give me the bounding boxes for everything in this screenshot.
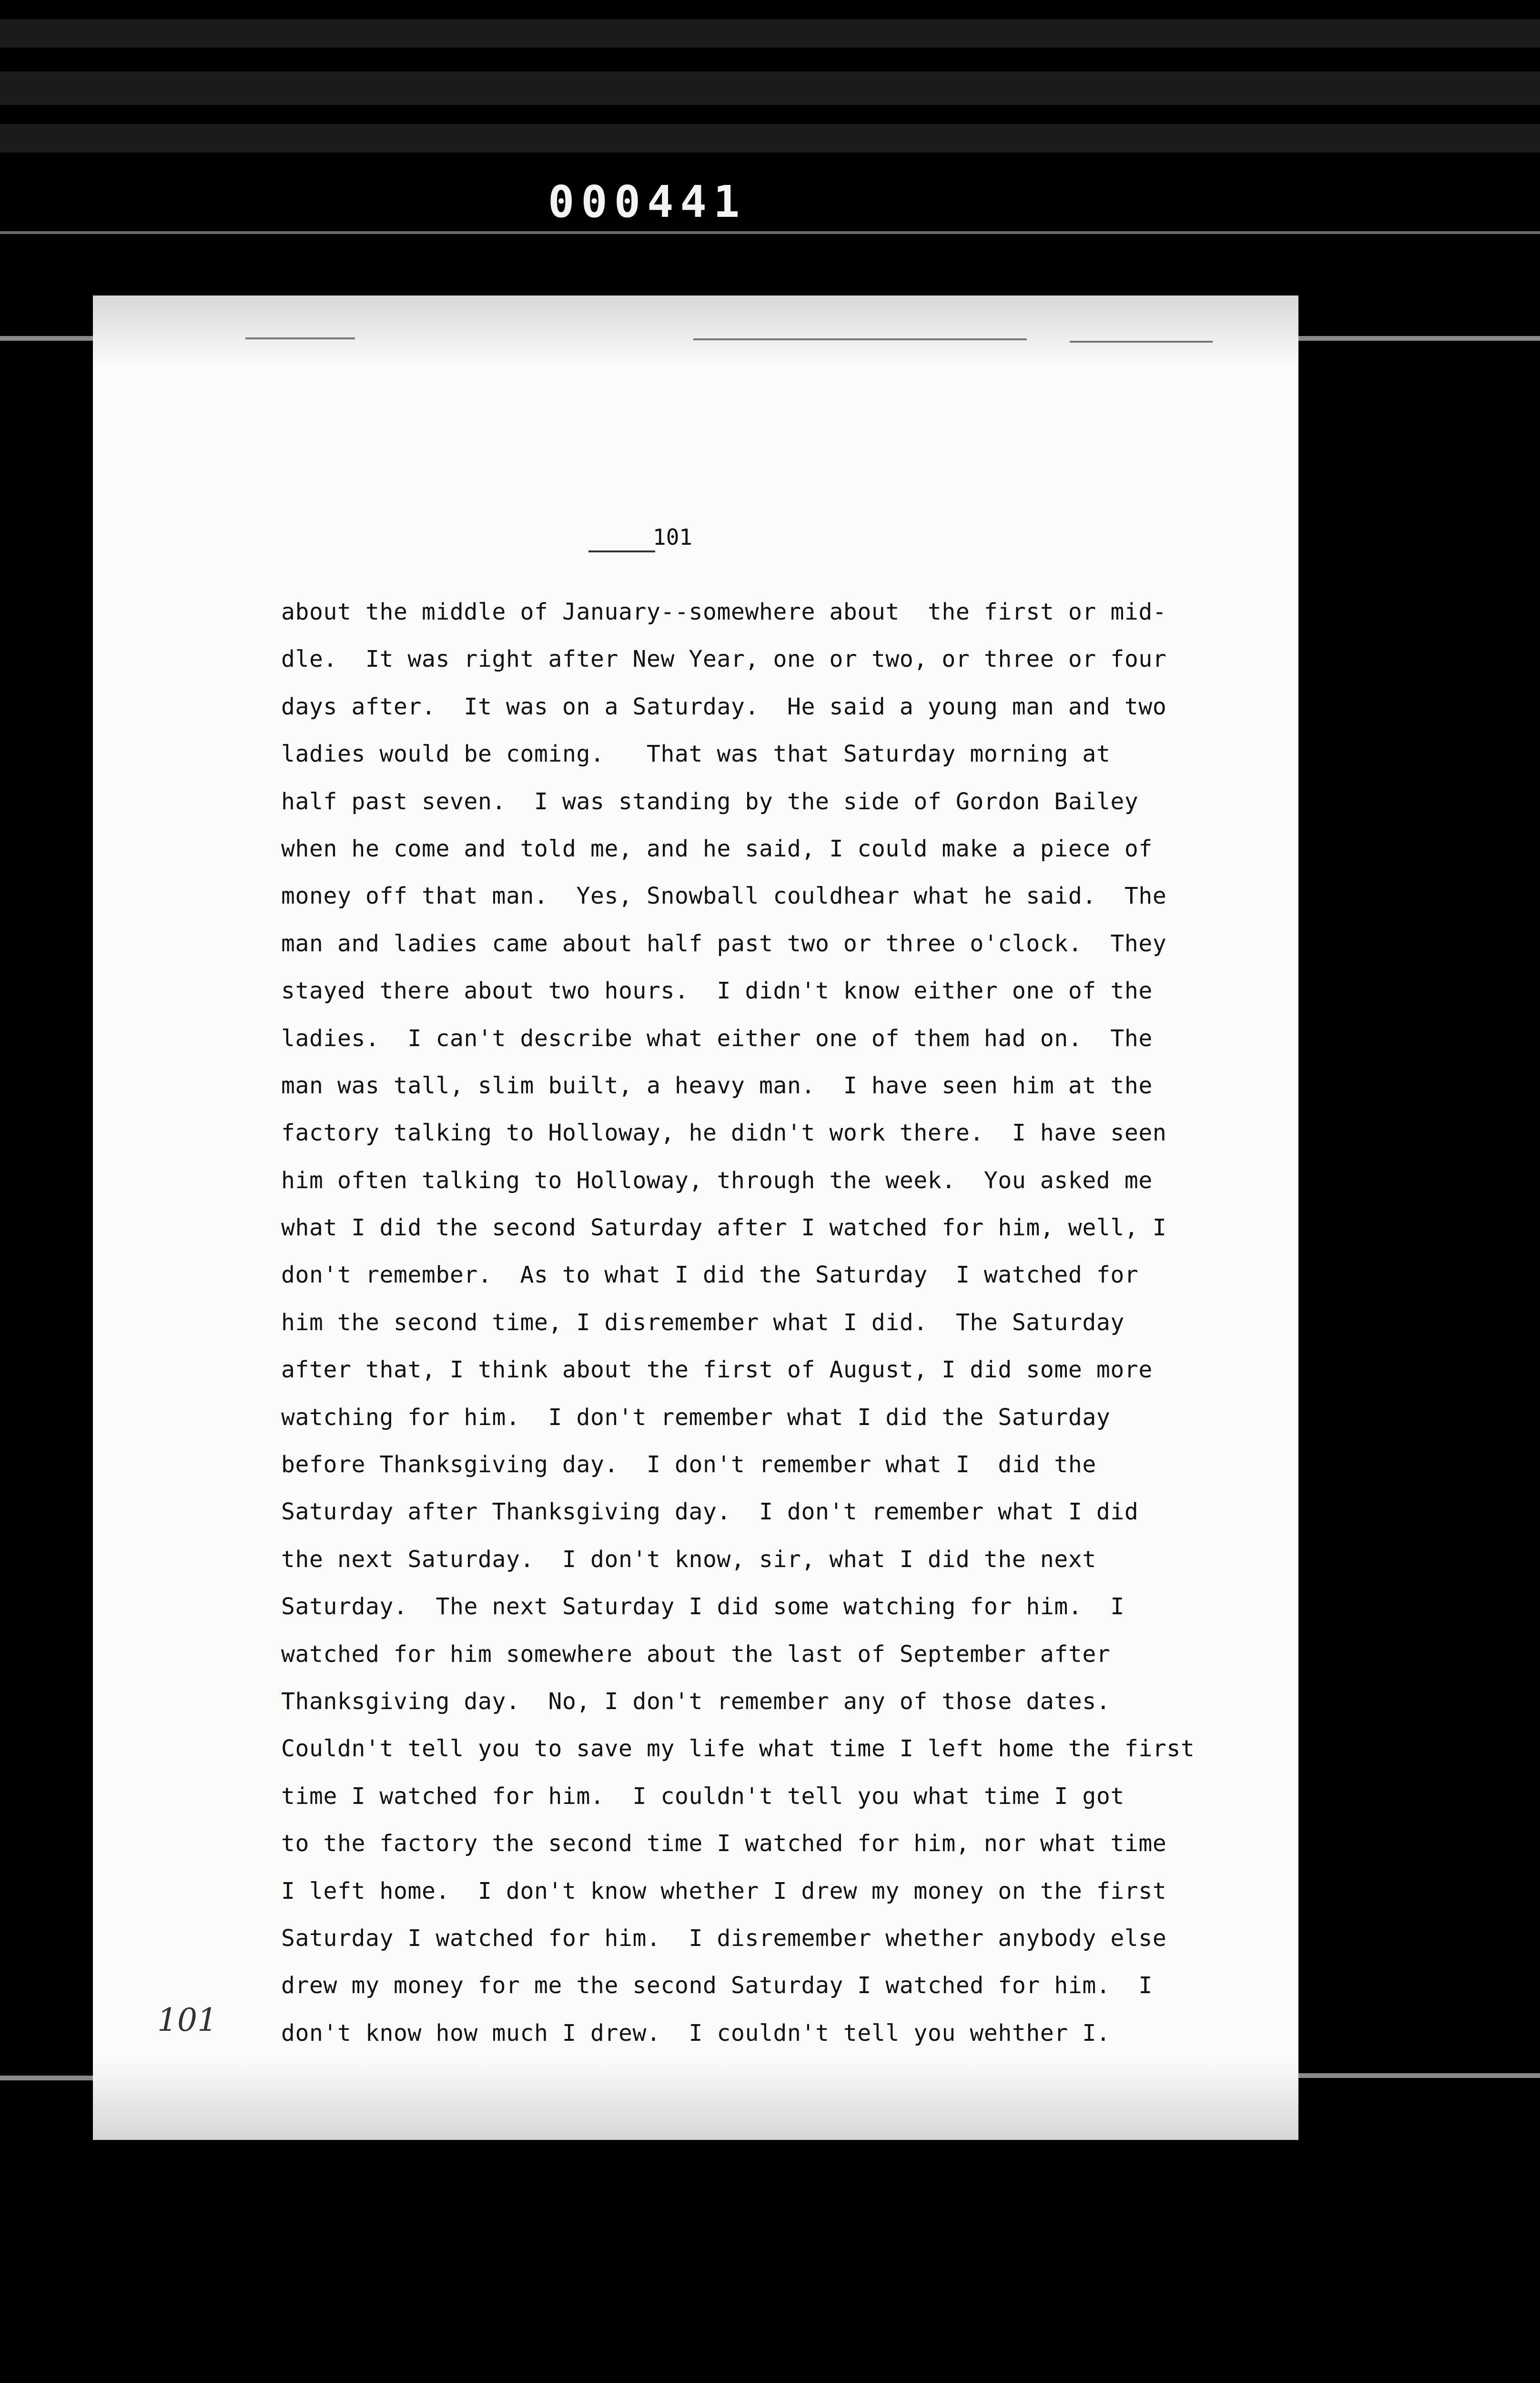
text-line: when he come and told me, and he said, I could make a piece of xyxy=(281,835,1153,862)
text-line: half past seven. I was standing by the side of Gordon Bailey xyxy=(281,788,1139,815)
page-number: 101 xyxy=(653,524,693,550)
margin-page-number: 101 xyxy=(157,2002,217,2038)
text-line: what I did the second Saturday after I watched for him, well, I xyxy=(281,1214,1167,1242)
text-line: don't know how much I drew. I couldn't tell you wehther I. xyxy=(281,2019,1111,2047)
text-line: before Thanksgiving day. I don't remember what I did the xyxy=(281,1451,1096,1478)
text-line: don't remember. As to what I did the Saturday I watched for xyxy=(281,1262,1139,1289)
text-line: him often talking to Holloway, through the week. You asked me xyxy=(281,1167,1153,1194)
text-line: Saturday after Thanksgiving day. I don't remember what I did xyxy=(281,1498,1139,1526)
page-number-underline xyxy=(588,550,655,552)
film-header-band xyxy=(0,124,1540,153)
film-header-band xyxy=(0,71,1540,105)
text-line: Saturday I watched for him. I disremember whether anybody else xyxy=(281,1925,1167,1952)
text-line: stayed there about two hours. I didn't know either one of the xyxy=(281,978,1153,1005)
page-scratch xyxy=(693,338,1027,340)
page-scratch xyxy=(245,337,355,339)
scan-edge-line xyxy=(1296,2073,1540,2078)
page-bottom-smudge xyxy=(93,2059,1298,2140)
text-line: watching for him. I don't remember what I did the Saturday xyxy=(281,1404,1111,1431)
text-line: factory talking to Holloway, he didn't work there. I have seen xyxy=(281,1120,1167,1147)
text-line: ladies would be coming. That was that Saturday morning at xyxy=(281,741,1111,768)
film-header-strip xyxy=(0,0,1540,229)
text-line: Thanksgiving day. No, I don't remember any of those dates. xyxy=(281,1688,1111,1715)
film-header-band xyxy=(0,19,1540,48)
document-page xyxy=(93,295,1298,2140)
text-line: drew my money for me the second Saturday I watched for him. I xyxy=(281,1972,1153,1999)
text-line: watched for him somewhere about the last of September after xyxy=(281,1640,1111,1668)
text-line: man was tall, slim built, a heavy man. I have seen him at the xyxy=(281,1072,1153,1099)
text-line: ladies. I can't describe what either one of them had on. The xyxy=(281,1025,1153,1052)
text-line: days after. It was on a Saturday. He said a young man and two xyxy=(281,693,1167,720)
typed-text-body xyxy=(281,589,1296,2057)
reel-number: 000441 xyxy=(548,176,747,227)
text-line: Saturday. The next Saturday I did some watching for him. I xyxy=(281,1593,1125,1620)
film-divider-line xyxy=(0,231,1540,234)
text-line: Couldn't tell you to save my life what time I left home the first xyxy=(281,1735,1195,1762)
text-line: to the factory the second time I watched for him, nor what time xyxy=(281,1830,1167,1857)
text-line: money off that man. Yes, Snowball couldhear what he said. The xyxy=(281,883,1167,910)
text-line: dle. It was right after New Year, one or two, or three or four xyxy=(281,646,1167,673)
text-line: him the second time, I disremember what I did. The Saturday xyxy=(281,1309,1125,1336)
text-line: about the middle of January--somewhere about the first or mid- xyxy=(281,599,1167,625)
text-line: time I watched for him. I couldn't tell you what time I got xyxy=(281,1782,1125,1810)
page-scratch xyxy=(1070,341,1213,343)
page-top-smudge xyxy=(93,295,1298,367)
text-line: man and ladies came about half past two or three o'clock. They xyxy=(281,930,1167,957)
text-line: after that, I think about the first of August, I did some more xyxy=(281,1356,1153,1384)
text-line: the next Saturday. I don't know, sir, what I did the next xyxy=(281,1546,1096,1573)
text-line: I left home. I don't know whether I drew my money on the first xyxy=(281,1877,1167,1904)
scan-edge-line xyxy=(1296,336,1540,341)
